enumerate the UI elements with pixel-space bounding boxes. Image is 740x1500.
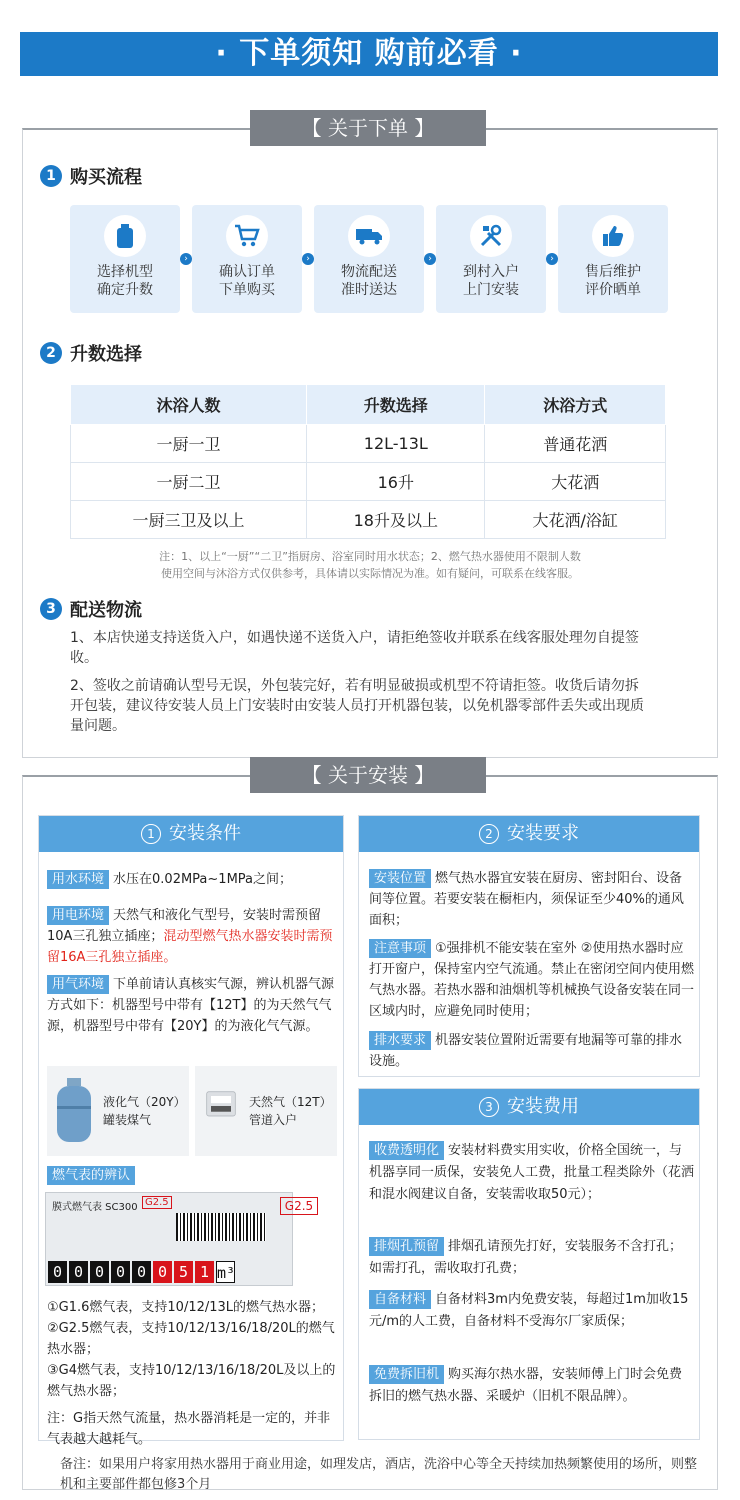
ng-line-2: 管道入户: [249, 1113, 298, 1127]
fee-transparent: [369, 1140, 695, 1206]
chevron-right-icon: ›: [546, 253, 558, 265]
water-text: 水压在0.02MPa~1MPa之间；: [113, 872, 293, 887]
heading-text: 配送物流: [70, 600, 142, 621]
removal-text: 购买海尔热水器，安装师傅上门时会免费拆旧的燃气热水器、采暖炉（旧机不限品牌）。: [369, 1367, 683, 1404]
drain-label: 排水要求: [369, 1031, 431, 1050]
thumbs-up-icon: [592, 215, 634, 257]
fee-removal: [369, 1364, 695, 1408]
delivery-paragraph-1: 1、本店快递支持送货入户，如遇快递不送货入户，请拒绝签收并联系在线客服处理勿自提签收。: [70, 630, 639, 666]
install-position: [369, 868, 695, 931]
table-cell: 大花洒/浴缸: [485, 501, 666, 539]
meter-digit: 0: [69, 1261, 88, 1283]
table-header-row: [71, 385, 666, 425]
meter-label: 燃气表的辨认: [47, 1166, 135, 1185]
capacity-table: [70, 384, 666, 539]
table-row: [71, 425, 666, 463]
gas-meter-photo: [45, 1192, 293, 1286]
install-drain: [369, 1030, 695, 1072]
gas-meter-icon: [199, 1086, 243, 1136]
meter-note: ②G2.5燃气表，支持10/12/13/16/18/20L的燃气热水器；: [47, 1321, 335, 1357]
gas-text: 下单前请认真核实气源，辨认机器气源方式如下：机器型号中带有【12T】的为天然气气源，机器型号中带有【20Y】的为液化气气源。: [47, 977, 335, 1034]
ng-box: [195, 1066, 337, 1156]
water-label: 用水环境: [47, 870, 109, 889]
table-header: 升数选择: [307, 385, 485, 425]
install-attention: [369, 938, 695, 1022]
heading-number: 1: [40, 165, 62, 187]
step-line-1: 售后维护: [585, 264, 641, 280]
card-number: 2: [479, 824, 499, 844]
table-cell: 12L-13L: [307, 425, 485, 463]
fee-hole: [369, 1236, 695, 1280]
meter-digit: 1: [195, 1261, 214, 1283]
meter-digit: 0: [90, 1261, 109, 1283]
meter-digit: 0: [48, 1261, 67, 1283]
capacity-note: [90, 548, 650, 582]
truck-icon: [348, 215, 390, 257]
meter-note: 注：G指天然气流量，热水器消耗是一定的，并非气表越大越耗气。: [47, 1411, 331, 1447]
drain-text: 机器安装位置附近需要有地漏等可靠的排水设施。: [369, 1033, 683, 1069]
note-line: 注：1、以上“一厨”“二卫”指厨房、浴室同时用水状态；2、燃气热水器使用不限制人数: [159, 550, 581, 563]
chevron-right-icon: ›: [424, 253, 436, 265]
attention-text: ①强排机不能安装在室外 ②使用热水器时应打开窗户，保持室内空气流通。禁止在密闭空间内使用燃气热水器。若热水器和油烟机等机械换气设备安装在同一区域内时，应避免同时使用；: [369, 941, 695, 1019]
card-header: [39, 816, 343, 852]
table-cell: 一厨三卫及以上: [71, 501, 307, 539]
step-aftersales: [558, 205, 668, 313]
tools-icon: [470, 215, 512, 257]
ng-line-1: 天然气（12T）: [249, 1095, 332, 1109]
card-header: [359, 816, 699, 852]
bottom-remark: 备注：如果用户将家用热水器用于商业用途，如理发店，酒店，洗浴中心等全天持续加热频繁使用的场所，则整机和主要部件都包修3个月: [60, 1457, 698, 1492]
heading-capacity: [40, 340, 142, 366]
fee-label: 收费透明化: [369, 1141, 444, 1160]
water-condition: [47, 869, 337, 890]
meter-digits: [48, 1261, 237, 1283]
gas-types: [47, 1066, 337, 1156]
table-cell: 一厨二卫: [71, 463, 307, 501]
heading-number: 2: [40, 342, 62, 364]
step-confirm-order: [192, 205, 302, 313]
step-line-2: 确定升数: [97, 282, 153, 298]
heading-purchase-flow: [40, 163, 142, 189]
heading-text: 升数选择: [70, 344, 142, 365]
table-row: [71, 501, 666, 539]
meter-note: ①G1.6燃气表，支持10/12/13L的燃气热水器；: [47, 1300, 325, 1315]
lpg-line-2: 罐装煤气: [103, 1113, 152, 1127]
heading-delivery: [40, 596, 142, 622]
card-title: 安装要求: [507, 823, 579, 844]
table-cell: 大花洒: [485, 463, 666, 501]
meter-digit: 5: [174, 1261, 193, 1283]
barcode-icon: [176, 1213, 266, 1241]
step-line-2: 准时送达: [341, 282, 397, 298]
meter-digit: 0: [132, 1261, 151, 1283]
position-label: 安装位置: [369, 869, 431, 888]
electric-label: 用电环境: [47, 906, 109, 925]
card-number: 1: [141, 824, 161, 844]
step-line-2: 上门安装: [463, 282, 519, 298]
position-text: 燃气热水器宜安装在厨房、密封阳台、设备间等位置。若要安装在橱柜内，须保证至少40%的通风面积；: [369, 871, 684, 928]
note-line: 使用空间与沐浴方式仅供参考，具体请以实际情况为准。如有疑问，可联系在线客服。: [161, 567, 579, 580]
table-header: 沐浴人数: [71, 385, 307, 425]
fee-text: 安装材料费实用实收，价格全国统一，与机器享同一质保，安装免人工费，批量工程类除外（花洒和混水阀建议自备，安装需收取50元）；: [369, 1143, 695, 1202]
purchase-steps: [70, 205, 668, 313]
card-title: 安装费用: [507, 1096, 579, 1117]
electric-condition: [47, 905, 341, 968]
table-cell: 普通花洒: [485, 425, 666, 463]
delivery-paragraph-2: 2、签收之前请确认型号无误，外包装完好，若有明显破损或机型不符请拒签。收货后请勿拆开包装，建议待安装人员上门安装时由安装人员打开机器包装，以免机器零部件丢失或出现质量问题。: [70, 678, 644, 734]
cart-icon: [226, 215, 268, 257]
lpg-box: [47, 1066, 189, 1156]
step-line-2: 下单购买: [219, 282, 275, 298]
removal-label: 免费拆旧机: [369, 1365, 444, 1384]
table-row: [71, 463, 666, 501]
attention-label: 注意事项: [369, 939, 431, 958]
page-banner: · 下单须知 购前必看 ·: [20, 32, 718, 76]
card-header: [359, 1089, 699, 1125]
step-select-model: [70, 205, 180, 313]
heading-number: 3: [40, 598, 62, 620]
gas-cylinder-icon: [51, 1076, 97, 1146]
meter-notes: [47, 1297, 339, 1450]
water-bottle-icon: [104, 215, 146, 257]
meter-unit: m³: [216, 1261, 235, 1283]
chevron-right-icon: ›: [302, 253, 314, 265]
meter-model: 膜式燃气表 SC300: [52, 1202, 138, 1213]
materials-label: 自备材料: [369, 1290, 431, 1309]
lpg-line-1: 液化气（20Y）: [103, 1095, 186, 1109]
meter-note: ③G4燃气表，支持10/12/13/16/18/20L及以上的燃气热水器；: [47, 1363, 336, 1399]
meter-section: [47, 1165, 139, 1186]
electric-text: 天然气和液化气型号，安装时需预留10A三孔独立插座；: [47, 908, 322, 944]
meter-g-badge: G2.5: [142, 1196, 172, 1209]
step-line-1: 物流配送: [341, 264, 397, 280]
step-logistics: [314, 205, 424, 313]
gas-label: 用气环境: [47, 975, 109, 994]
materials-text: 自备材料3m内免费安装，每超过1m加收15元/m的人工费，自备材料不受海尔厂家质保；: [369, 1292, 689, 1329]
step-install: [436, 205, 546, 313]
table-cell: 18升及以上: [307, 501, 485, 539]
meter-digit: 0: [153, 1261, 172, 1283]
order-section-tag: 【 关于下单 】: [250, 110, 486, 146]
step-line-1: 确认订单: [219, 264, 275, 280]
electric-warning: 混动型燃气热水器安装时需预留16A三孔独立插座。: [47, 929, 333, 965]
step-line-1: 选择机型: [97, 264, 153, 280]
meter-callout: G2.5: [280, 1197, 318, 1215]
hole-label: 排烟孔预留: [369, 1237, 444, 1256]
step-line-2: 评价晒单: [585, 282, 641, 298]
fee-materials: [369, 1289, 695, 1333]
card-number: 3: [479, 1097, 499, 1117]
chevron-right-icon: ›: [180, 253, 192, 265]
gas-condition: [47, 974, 341, 1037]
install-section-tag: 【 关于安装 】: [250, 757, 486, 793]
card-title: 安装条件: [169, 823, 241, 844]
table-cell: 16升: [307, 463, 485, 501]
table-header: 沐浴方式: [485, 385, 666, 425]
table-cell: 一厨一卫: [71, 425, 307, 463]
step-line-1: 到村入户: [463, 264, 519, 280]
meter-digit: 0: [111, 1261, 130, 1283]
heading-text: 购买流程: [70, 167, 142, 188]
hole-text: 排烟孔请预先打好，安装服务不含打孔；如需打孔，需收取打孔费；: [369, 1239, 683, 1276]
